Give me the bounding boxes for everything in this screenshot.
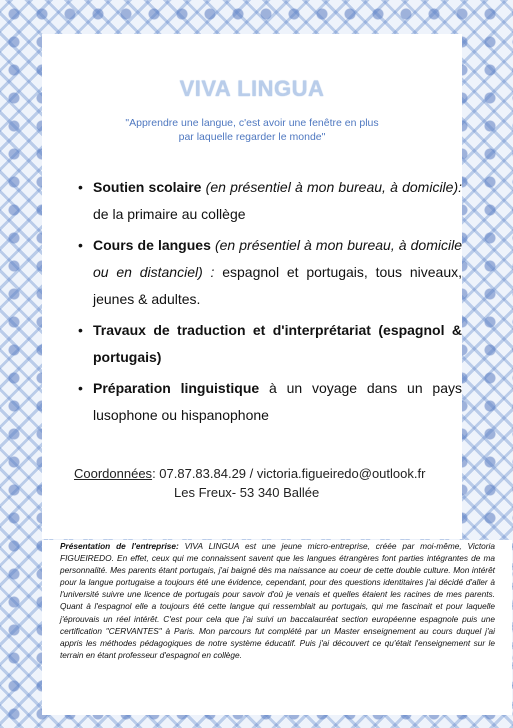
service-item-cours (78, 232, 462, 313)
flyer-main-panel (42, 34, 462, 539)
service-detail: (en présentiel à mon bureau, à domicile): (201, 179, 462, 195)
presentation-label: Présentation de l'entreprise: (60, 541, 179, 551)
service-title: Préparation linguistique (93, 380, 260, 396)
service-title: Travaux de traduction et d'interprétariat (espagnol & portugais) (93, 322, 462, 365)
quote-line-1: "Apprendre une langue, c'est avoir une fenêtre en plus (125, 117, 379, 129)
service-title: Cours de langues (93, 237, 211, 253)
presentation-paragraph (60, 540, 495, 661)
contact-line (74, 466, 425, 481)
service-desc: de la primaire au collège (93, 206, 246, 222)
tagline-quote (102, 116, 402, 144)
presentation-panel (42, 540, 512, 715)
service-item-preparation (78, 375, 462, 429)
service-item-soutien (78, 174, 462, 228)
service-title: Soutien scolaire (93, 179, 202, 195)
service-detail: (en présentiel à mon bureau, à domicile ou en distanciel) : (93, 237, 463, 280)
services-list (78, 174, 462, 433)
presentation-text: VIVA LINGUA est une jeune micro-entreprise, créée par moi-même, Victoria FIGUEIREDO. En effet, ceux qui me connaissent savent que les langues étrangères font parties intégrantes de ma personnalité. Mes parents étant portugais, j'ai baigné dès ma naissance au coeur de cette double culture. Mon intérêt pour la langue portugaise a toujours été une évidence, cependant, pour des questions identitaires j'ai décidé d'aller à l'université suivre une licence de portugais pour savoir d'où je venais et quelles étaient les racines de mes parents. Quant à l'espagnol elle a toujours été cette langue qui ressemblait au portugais, qui me fascinait et pour laquelle j'éprouvais un réel intérêt. C'est pour cela que j'ai suivi un baccalauréat section européenne espagnole puis une certification "CERVANTES" à Paris. Mon parcours fut complété par un Master enseignement au cours duquel j'ai appris les méthodes pédagogiques de notre système éducatif. Puis j'ai découvert ce qu'était l'enseignement sur le terrain en étant professeur d'espagnol en collège. (60, 541, 495, 660)
bullet-icon: • (78, 380, 83, 396)
service-desc: espagnol et portugais, tous niveaux, jeunes & adultes. (93, 264, 462, 307)
service-desc: à un voyage dans un pays lusophone ou hispanophone (93, 380, 463, 423)
contact-label: Coordonnées (74, 466, 153, 481)
bullet-icon: • (78, 237, 83, 253)
quote-line-2: par laquelle regarder le monde" (178, 131, 326, 143)
contact-phone-email: : 07.87.83.84.29 / victoria.figueiredo@outlook.fr (152, 466, 426, 481)
page-title: VIVA LINGUA (179, 76, 325, 101)
bullet-icon: • (78, 322, 83, 338)
service-item-traduction (78, 317, 462, 371)
bullet-icon: • (78, 179, 83, 195)
contact-address: Les Freux- 53 340 Ballée (174, 485, 320, 500)
